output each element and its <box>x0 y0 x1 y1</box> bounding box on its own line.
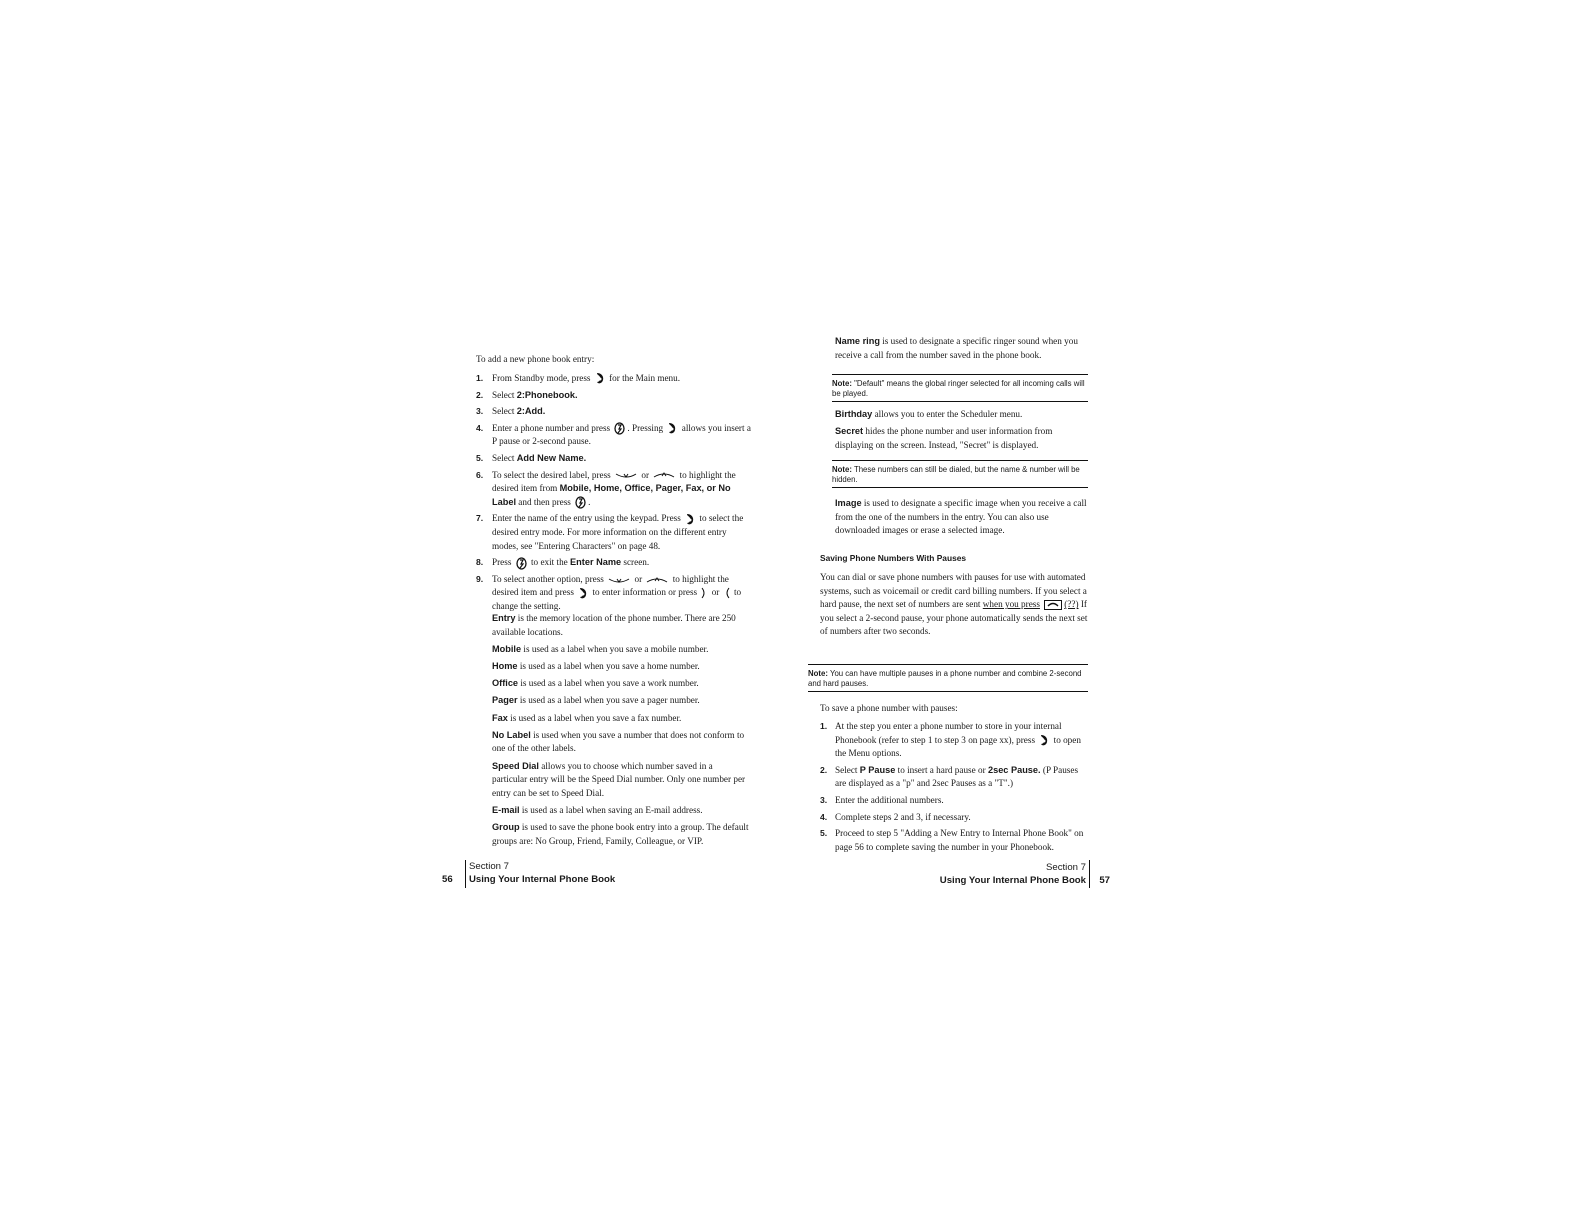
menu-item-name: 2sec Pause. <box>987 764 1041 775</box>
definition-term: No Label <box>492 729 531 740</box>
step-number: 5. <box>476 452 484 463</box>
image-block <box>835 497 1090 541</box>
step-text: Select <box>835 764 860 775</box>
definition-entry <box>492 612 750 639</box>
step-number: 9. <box>476 573 484 584</box>
section-heading: Saving Phone Numbers With Pauses <box>820 553 967 563</box>
nav-down-key-icon <box>608 576 630 584</box>
chapter-title: Using Your Internal Phone Book <box>939 875 1086 886</box>
definition-text: is used as a label when you save a mobile number. <box>521 643 709 654</box>
step-number: 6. <box>476 469 484 480</box>
note-label: Note: <box>832 379 852 388</box>
menu-key-icon <box>667 422 677 435</box>
list-item <box>820 827 1088 854</box>
step-text: Select <box>492 406 517 417</box>
list-item <box>820 764 1088 791</box>
underlined-text: when you press <box>982 599 1040 610</box>
step-text: Enter a phone number and press <box>492 422 611 433</box>
step-number: 1. <box>476 373 484 383</box>
intro-text: To add a new phone book entry: <box>476 354 595 364</box>
footer-divider <box>1089 860 1090 888</box>
step-text: to change the setting. <box>492 587 742 611</box>
step-number: 7. <box>476 513 484 524</box>
step-text: to insert a hard pause or <box>895 764 988 775</box>
step-number: 2. <box>820 764 828 775</box>
definition-term: Image <box>835 498 862 508</box>
name-ring-block <box>835 335 1090 366</box>
definition-term: Fax <box>492 712 508 723</box>
menu-item-name: P Pause <box>859 764 896 775</box>
definition-term: Mobile <box>492 643 522 654</box>
menu-item-name: 2:Phonebook. <box>516 389 578 400</box>
step-text: Proceed to step 5 "Adding a New Entry to Internal Phone Book" on page 56 to complete saving the number in your Phonebook. <box>835 828 1084 852</box>
definition-term: Entry <box>492 613 516 623</box>
step-text: Press <box>492 557 512 568</box>
definition-term: Speed Dial <box>492 760 539 771</box>
definition-text: is used as a label when you save a pager number. <box>517 695 700 706</box>
step-text: to highlight the desired item and press <box>492 573 729 598</box>
definition-text: is used to designate a specific ringer sound when you receive a call from the number saved in the phone book. <box>835 336 1078 360</box>
intro-text-pauses: To save a phone number with pauses: <box>820 703 958 713</box>
menu-key-icon <box>578 587 588 600</box>
definition-term: Name ring <box>835 336 880 346</box>
nav-up-key-icon <box>653 471 675 479</box>
ok-key-icon <box>614 422 625 435</box>
section-label: Section 7 <box>469 861 510 872</box>
note-multiple-pauses <box>808 664 1088 692</box>
list-item <box>476 422 752 449</box>
save-pauses-steps <box>820 720 1088 857</box>
page-number: 57 <box>1099 875 1110 886</box>
note-label: Note: <box>808 669 828 678</box>
step-text: (P Pauses are displayed as a "p" and 2sec Pauses as a "T".) <box>835 764 1079 789</box>
definition-text: hides the phone number and user information from displaying on the screen. Instead, "Secret" is displayed. <box>835 426 1053 450</box>
definition-text: is the memory location of the phone number. There are 250 available locations. <box>492 613 736 637</box>
list-item <box>820 720 1088 761</box>
menu-item-name: 2:Add. <box>516 406 546 417</box>
nav-up-key-icon <box>646 576 668 584</box>
definition-text: is used as a label when you save a work number. <box>518 678 699 689</box>
step-text: . <box>588 496 591 507</box>
step-text: to highlight the desired item from <box>492 469 736 494</box>
step-text: allows you insert a P pause or 2-second pause. <box>492 422 751 447</box>
list-item <box>476 469 752 510</box>
list-item <box>476 573 752 614</box>
page-number: 56 <box>442 874 453 885</box>
definition-text: is used to save the phone book entry into a group. The default groups are: No Group, Friend, Family, Colleague, or VIP. <box>492 822 749 846</box>
step-text: or <box>641 469 650 480</box>
step-text: to open the Menu options. <box>835 734 1081 759</box>
step-text: and then press <box>516 496 571 507</box>
list-item <box>476 405 752 419</box>
definition-text: is used to designate a specific image when you receive a call from the one of the numbers in the entry. You can also use downloaded images or erase a selected image. <box>835 498 1087 536</box>
pauses-paragraph <box>820 571 1088 643</box>
definition-text: is used as a label when you save a fax number. <box>507 712 682 723</box>
footer-divider <box>465 860 466 888</box>
list-item <box>476 372 752 386</box>
step-text: Select <box>492 452 517 463</box>
screen-name: Enter Name <box>570 557 622 568</box>
step-text: At the step you enter a phone number to store in your internal Phonebook (refer to step 1 to step 3 on page xx), press <box>835 721 1062 745</box>
ok-key-icon <box>575 496 586 509</box>
definition-term: Office <box>492 678 519 689</box>
definition-no-label <box>492 729 750 756</box>
ok-key-icon <box>516 557 527 570</box>
step-text: Enter the additional numbers. <box>835 794 944 805</box>
list-item <box>476 556 752 570</box>
step-number: 8. <box>476 557 484 568</box>
step-text: Complete steps 2 and 3, if necessary. <box>835 811 971 822</box>
step-number: 2. <box>476 389 484 400</box>
step-text: To select the desired label, press <box>492 469 611 480</box>
list-item <box>476 389 752 403</box>
step-number: 4. <box>820 811 828 822</box>
definition-term: Secret <box>835 426 864 437</box>
note-label: Note: <box>832 465 852 474</box>
note-text: These numbers can still be dialed, but the name & number will be hidden. <box>832 465 1080 484</box>
list-item <box>476 512 752 553</box>
chapter-title: Using Your Internal Phone Book <box>469 874 616 885</box>
field-definitions <box>492 612 750 852</box>
step-text: . Pressing <box>627 422 664 433</box>
nav-down-key-icon <box>615 471 637 479</box>
right-bracket-key-icon <box>701 587 707 599</box>
definition-office <box>492 677 750 691</box>
list-item <box>820 794 1088 808</box>
step-text: From Standby mode, press <box>492 373 591 383</box>
note-default-ringer <box>832 374 1088 402</box>
definition-speed-dial <box>492 760 750 801</box>
right-page-footer <box>930 860 1120 888</box>
section-label: Section 7 <box>1045 862 1086 873</box>
add-entry-steps <box>476 372 752 617</box>
step-text: to select the desired entry mode. For more information on the different entry modes, see "Entering Characters" on page 48. <box>492 513 744 551</box>
paragraph-text: You can dial or save phone numbers with pauses for use with automated systems, such as voicemail or credit card billing numbers. If you select a hard pause, the next set of numbers are sent <box>820 572 1087 610</box>
note-text: "Default" means the global ringer selected for all incoming calls will be played. <box>832 379 1085 398</box>
definition-text: allows you to enter the Scheduler menu. <box>872 409 1023 419</box>
paragraph-text: If you select a 2-second pause, your phone automatically sends the next set of numbers after two seconds. <box>820 599 1088 637</box>
menu-key-icon <box>1039 734 1049 747</box>
list-item <box>820 811 1088 825</box>
step-text: to enter information or press <box>592 587 698 598</box>
underlined-text: (??) <box>1064 599 1079 610</box>
step-number: 3. <box>820 794 828 805</box>
left-page-footer <box>438 860 638 888</box>
label-options: Mobile, Home, Office, Pager, Fax, or No Label <box>492 483 731 507</box>
definition-text: is used as a label when you save a home number. <box>517 660 700 671</box>
step-text: to exit the <box>531 557 571 568</box>
definition-term: Pager <box>492 695 518 706</box>
step-number: 1. <box>820 721 828 731</box>
definition-mobile <box>492 643 750 657</box>
note-text: You can have multiple pauses in a phone number and combine 2-second and hard pauses. <box>808 669 1082 688</box>
step-number: 4. <box>476 422 484 433</box>
definition-home <box>492 660 750 674</box>
definition-group <box>492 821 750 848</box>
step-text: for the Main menu. <box>609 373 681 383</box>
left-bracket-key-icon <box>724 587 730 599</box>
note-hidden-numbers <box>832 460 1088 488</box>
birthday-secret-block <box>835 408 1090 456</box>
step-text: Enter the name of the entry using the keypad. Press <box>492 513 681 524</box>
definition-email <box>492 804 750 818</box>
list-item <box>476 452 752 466</box>
definition-term: Group <box>492 822 520 833</box>
menu-item-name: Add New Name. <box>516 452 587 463</box>
step-text: screen. <box>621 557 650 568</box>
definition-term: Birthday <box>835 409 873 419</box>
step-text: or <box>711 587 720 598</box>
definition-text: is used when you save a number that does not conform to one of the other labels. <box>492 729 745 754</box>
definition-fax <box>492 712 750 726</box>
definition-text: allows you to choose which number saved in a particular entry will be the Speed Dial number. Only one number per entry can be set to Speed Dial. <box>492 760 746 798</box>
step-text: To select another option, press <box>492 573 604 584</box>
menu-key-icon <box>685 513 695 526</box>
definition-text: is used as a label when saving an E-mail address. <box>519 804 703 815</box>
step-number: 3. <box>476 406 484 417</box>
menu-key-icon <box>595 372 605 385</box>
step-number: 5. <box>820 828 828 839</box>
definition-pager <box>492 694 750 708</box>
step-text: Select <box>492 389 517 400</box>
definition-term: E-mail <box>492 804 520 815</box>
talk-key-icon <box>1044 600 1062 610</box>
step-text: or <box>634 573 643 584</box>
definition-term: Home <box>492 660 518 671</box>
